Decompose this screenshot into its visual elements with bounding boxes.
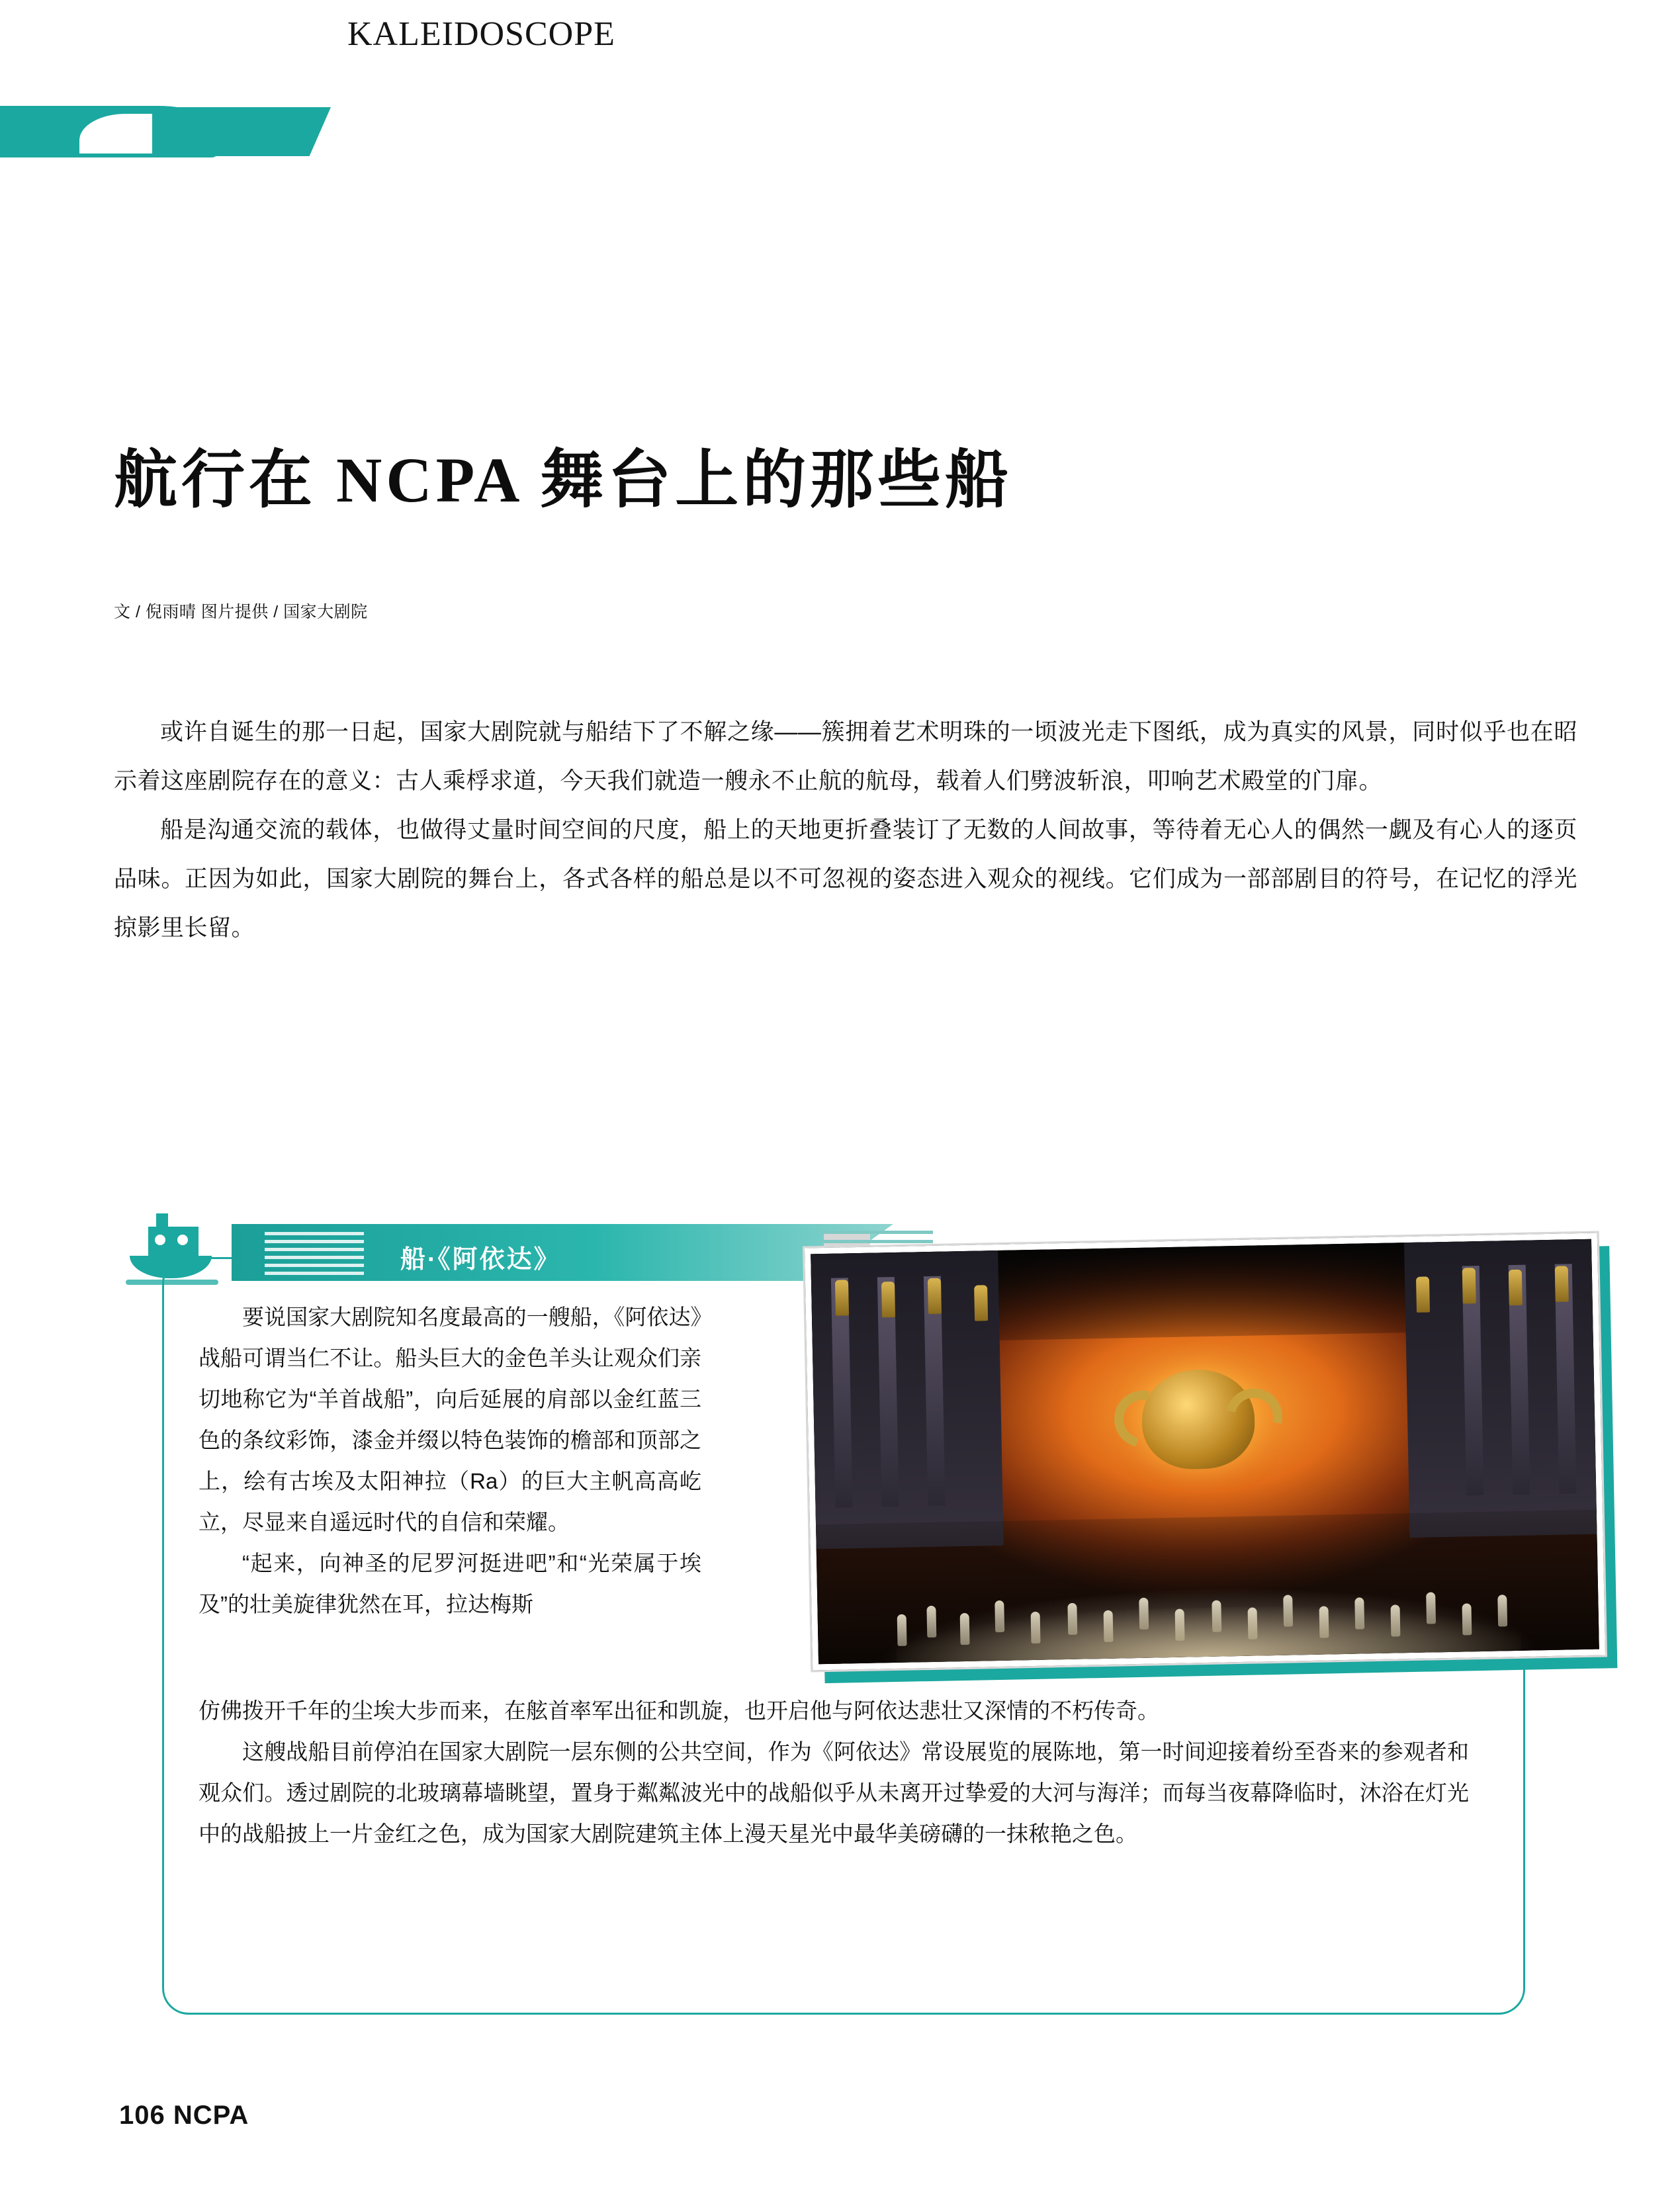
lead-body <box>114 708 1577 953</box>
byline-row <box>114 599 1576 625</box>
boat-hull <box>130 1256 212 1278</box>
byline: 文 / 倪雨晴 图片提供 / 国家大剧院 <box>114 599 377 623</box>
ribbon-stripes-icon <box>265 1229 364 1276</box>
section-full-paragraph-1: 仿佛拨开千年的尘埃大步而来，在舷首率军出征和凯旋，也开启他与阿依达悲壮又深情的不朽传奇。 <box>199 1698 1159 1723</box>
stage-photo <box>805 1233 1605 1671</box>
section-title: 船·《阿依达》 <box>400 1246 561 1274</box>
lead-paragraph-1: 或许自诞生的那一日起，国家大剧院就与船结下了不解之缘——簇拥着艺术明珠的一顷波光走下图纸，成为真实的风景，同时似乎也在昭示着这座剧院存在的意义：古人乘桴求道，今天我们就造一艘永不止航的航母，载着人们劈波斩浪，叩响艺术殿堂的门扉。 <box>114 719 1577 794</box>
lead-paragraph-2: 船是沟通交流的载体，也做得丈量时间空间的尺度，船上的天地更折叠装订了无数的人间故事，等待着无心人的偶然一觑及有心人的逐页品味。正因为如此，国家大剧院的舞台上，各式各样的船总是以不可忽视的姿态进入观众的视线。它们成为一部部剧目的符号，在记忆的浮光掠影里长留。 <box>114 817 1577 941</box>
page-header <box>0 99 662 172</box>
ram-head-prop <box>1141 1369 1255 1470</box>
page-number: 106 NCPA <box>119 2101 249 2130</box>
boat-wave <box>126 1280 218 1285</box>
section-column-paragraph-2: “起来，向神圣的尼罗河挺进吧”和“光荣属于埃及”的壮美旋律犹然在耳，拉达梅斯 <box>199 1551 701 1616</box>
boat-window-right <box>177 1235 188 1245</box>
section-full-paragraph-2: 这艘战船目前停泊在国家大剧院一层东侧的公共空间，作为《阿依达》常设展览的展陈地，第一时间迎接着纷至沓来的参观者和观众们。透过剧院的北玻璃幕墙眺望，置身于粼粼波光中的战船似乎从未离开过挚爱的大河与海洋；而每当夜幕降临时，沐浴在灯光中的战船披上一片金红之色，成为国家大剧院建筑主体上漫天星光中最华美磅礴的一抹秾艳之色。 <box>199 1739 1469 1846</box>
header-title-en: KALEIDOSCOPE <box>347 15 615 53</box>
section-column-paragraph-1: 要说国家大剧院知名度最高的一艘船，《阿依达》战船可谓当仁不让。船头巨大的金色羊头让观众们亲切地称它为“羊首战船”，向后延展的肩部以金红蓝三色的条纹彩饰，漆金并缀以特色装饰的檐部和顶部之上，绘有古埃及太阳神拉（Ra）的巨大主帆高高屹立，尽显来自遥远时代的自信和荣耀。 <box>199 1305 701 1534</box>
boat-icon <box>126 1211 218 1290</box>
section-column-text <box>199 1297 701 1625</box>
header-tab-shape <box>152 107 331 156</box>
section-full-text <box>199 1690 1469 1855</box>
header-tab-label: 趣览 <box>245 24 292 50</box>
page-title: 航行在 NCPA 舞台上的那些船 <box>114 445 1013 516</box>
boat-window-left <box>155 1235 165 1245</box>
